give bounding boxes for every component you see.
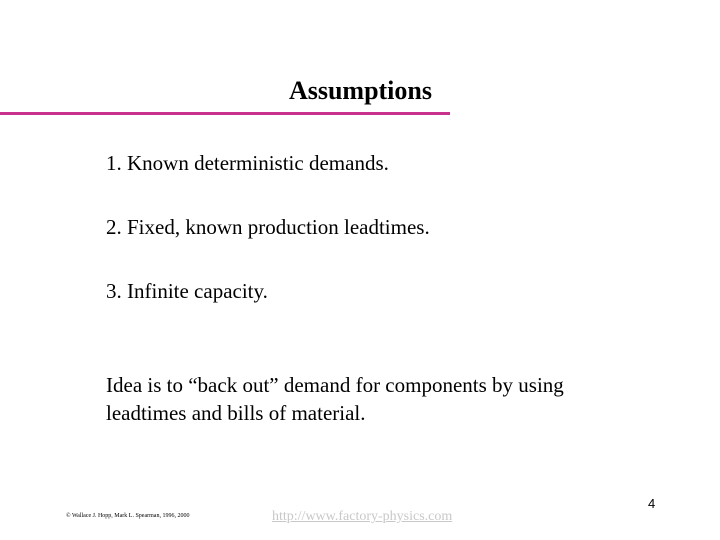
- assumption-item: 2. Fixed, known production leadtimes.: [106, 215, 430, 239]
- slide-title: Assumptions: [288, 76, 432, 105]
- assumption-item: 3. Infinite capacity.: [106, 279, 268, 303]
- website-link[interactable]: http://www.factory-physics.com: [272, 509, 453, 524]
- copyright-notice: © Wallace J. Hopp, Mark L. Spearman, 1996, 2000: [66, 513, 190, 519]
- assumption-item: 1. Known deterministic demands.: [106, 151, 389, 175]
- title-underline: [0, 112, 450, 115]
- page-number: 4: [648, 496, 656, 511]
- idea-statement: Idea is to “back out” demand for components by using leadtimes and bills of material.: [106, 373, 564, 425]
